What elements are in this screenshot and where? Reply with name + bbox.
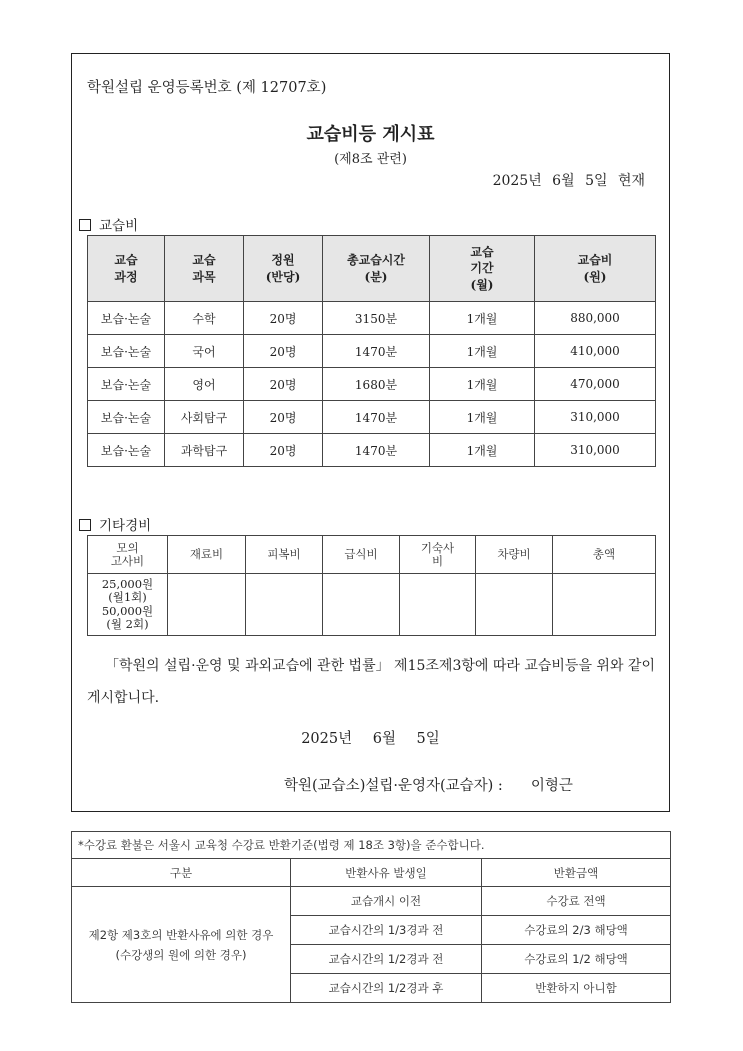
table-cell: 1개월 xyxy=(430,335,535,368)
table-cell: 310,000 xyxy=(535,401,656,434)
table-cell: 1개월 xyxy=(430,434,535,467)
table-cell: 470,000 xyxy=(535,368,656,401)
table-cell: 수학 xyxy=(165,302,244,335)
table-row xyxy=(88,368,656,401)
sign-date: 2025년 6월 5일 xyxy=(301,731,440,747)
refund-category: 제2항 제3호의 반환사유에 의한 경우 (수강생의 원에 의한 경우) xyxy=(72,887,291,1003)
other-section-heading xyxy=(79,514,151,534)
page-title: 교습비등 게시표 xyxy=(306,124,435,145)
table-cell: 1개월 xyxy=(430,401,535,434)
statement-text: 「학원의 설립·운영 및 과외교습에 관한 법률」 제15조제3항에 따라 교습비등을 위와 같이 게시합니다. xyxy=(87,658,655,706)
table-cell: 교습시간의 1/3경과 전 xyxy=(291,916,482,945)
operator-signature xyxy=(284,774,573,795)
other-column-header: 피복비 xyxy=(246,536,323,574)
table-cell xyxy=(323,574,400,636)
table-cell: 국어 xyxy=(165,335,244,368)
other-column-header: 총액 xyxy=(553,536,656,574)
other-column-header: 기숙사 비 xyxy=(400,536,476,574)
refund-table xyxy=(71,831,671,1003)
refund-header-row xyxy=(72,859,671,887)
table-cell: 반환하지 아니함 xyxy=(482,974,671,1003)
fee-column-header: 교습 과목 xyxy=(165,236,244,302)
table-cell: 교습시간의 1/2경과 후 xyxy=(291,974,482,1003)
table-cell: 교습개시 이전 xyxy=(291,887,482,916)
operator-label: 학원(교습소)설립·운영자(교습자) : xyxy=(284,778,503,794)
fee-table xyxy=(87,235,656,467)
checkbox-square-icon xyxy=(79,519,91,531)
table-cell: 25,000원 (월1회) 50,000원 (월 2회) xyxy=(88,574,168,636)
fee-table-header xyxy=(88,236,656,302)
table-cell: 보습·논술 xyxy=(88,302,165,335)
registration-number: 학원설립 운영등록번호 (제 12707호) xyxy=(87,80,327,96)
table-cell: 20명 xyxy=(244,302,323,335)
fee-column-header: 총교습시간 (분) xyxy=(323,236,430,302)
table-cell: 수강료의 1/2 해당액 xyxy=(482,945,671,974)
fee-section-label: 교습비 xyxy=(99,218,139,234)
fee-table-body xyxy=(88,302,656,467)
checkbox-square-icon xyxy=(79,219,91,231)
fee-notice-panel xyxy=(71,53,670,812)
table-cell: 1470분 xyxy=(323,434,430,467)
table-cell: 3150분 xyxy=(323,302,430,335)
table-cell: 과학탐구 xyxy=(165,434,244,467)
other-column-header: 재료비 xyxy=(168,536,246,574)
table-cell: 보습·논술 xyxy=(88,335,165,368)
page-subtitle: (제8조 관련) xyxy=(334,152,407,167)
other-column-header: 모의 고사비 xyxy=(88,536,168,574)
table-cell: 사회탐구 xyxy=(165,401,244,434)
table-cell xyxy=(168,574,246,636)
table-cell: 1개월 xyxy=(430,368,535,401)
table-cell: 1470분 xyxy=(323,335,430,368)
other-column-header: 차량비 xyxy=(476,536,553,574)
table-cell: 보습·논술 xyxy=(88,368,165,401)
fee-section-heading xyxy=(79,214,138,234)
table-cell: 보습·논술 xyxy=(88,434,165,467)
table-cell: 20명 xyxy=(244,368,323,401)
refund-note: *수강료 환불은 서울시 교육청 수강료 반환기준(법령 제 18조 3항)을 준수합니다. xyxy=(72,832,671,859)
refund-header-category: 구분 xyxy=(72,859,291,887)
operator-name: 이형근 xyxy=(530,778,573,794)
table-cell: 수강료의 2/3 해당액 xyxy=(482,916,671,945)
table-cell: 1470분 xyxy=(323,401,430,434)
current-date: 2025년 6월 5일 현재 xyxy=(492,173,645,189)
table-cell xyxy=(476,574,553,636)
table-cell: 310,000 xyxy=(535,434,656,467)
table-cell: 영어 xyxy=(165,368,244,401)
table-cell xyxy=(246,574,323,636)
refund-table-body xyxy=(72,832,671,1003)
other-table-row xyxy=(88,574,656,636)
table-row xyxy=(72,887,671,916)
table-cell: 수강료 전액 xyxy=(482,887,671,916)
table-cell: 보습·논술 xyxy=(88,401,165,434)
table-row xyxy=(88,335,656,368)
table-cell: 1680분 xyxy=(323,368,430,401)
fee-column-header: 교습 과정 xyxy=(88,236,165,302)
fee-column-header: 교습 기간 (월) xyxy=(430,236,535,302)
table-cell: 20명 xyxy=(244,335,323,368)
table-cell: 교습시간의 1/2경과 전 xyxy=(291,945,482,974)
fee-column-header: 정원 (반당) xyxy=(244,236,323,302)
refund-header-date: 반환사유 발생일 xyxy=(291,859,482,887)
table-cell xyxy=(553,574,656,636)
table-cell: 20명 xyxy=(244,434,323,467)
refund-header-amount: 반환금액 xyxy=(482,859,671,887)
fee-column-header: 교습비 (원) xyxy=(535,236,656,302)
other-expense-table xyxy=(87,535,656,636)
table-row xyxy=(88,401,656,434)
table-row xyxy=(88,302,656,335)
other-column-header: 급식비 xyxy=(323,536,400,574)
table-cell: 410,000 xyxy=(535,335,656,368)
table-cell xyxy=(400,574,476,636)
table-cell: 880,000 xyxy=(535,302,656,335)
table-row xyxy=(88,434,656,467)
other-section-label: 기타경비 xyxy=(99,518,152,534)
other-table-header xyxy=(88,536,656,574)
table-cell: 1개월 xyxy=(430,302,535,335)
table-cell: 20명 xyxy=(244,401,323,434)
